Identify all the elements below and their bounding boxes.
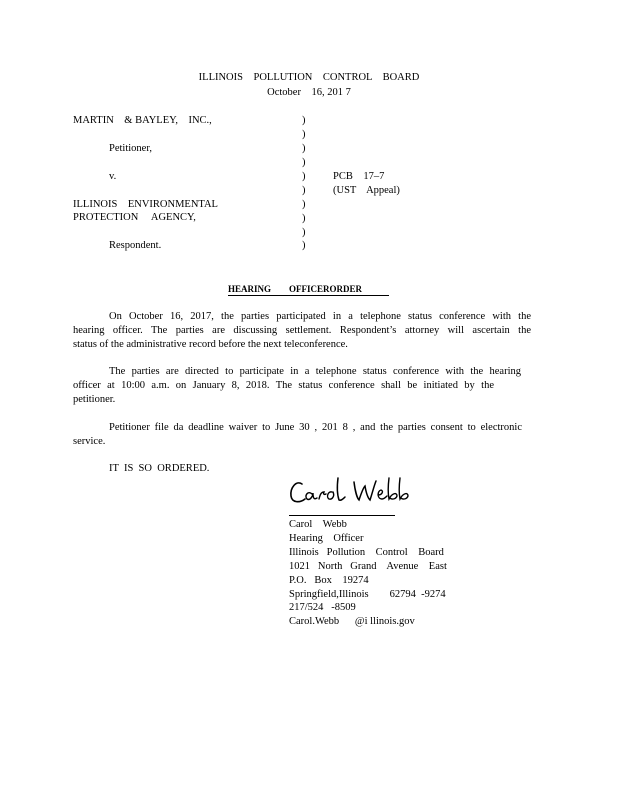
order-title-hearing: HEARING: [228, 284, 272, 294]
order-title-officer-order: OFFICERORDER: [289, 284, 363, 294]
signer-name: Carol Webb: [289, 519, 347, 530]
caption-paren: ): [302, 185, 306, 196]
case-type: (UST Appeal): [333, 185, 400, 196]
case-number: PCB 17–7: [333, 171, 385, 182]
petitioner-name: MARTIN & BAYLEY, INC.,: [73, 115, 212, 126]
agency-heading: ILLINOIS POLLUTION CONTROL BOARD: [198, 72, 420, 83]
paragraph-2-line: petitioner.: [73, 394, 116, 405]
paragraph-1-line: status of the administrative record before the next teleconference.: [73, 339, 348, 350]
respondent-name-line1: ILLINOIS ENVIRONMENTAL: [73, 199, 218, 210]
paragraph-1-line: On October 16, 2017, the parties participated in a telephone status conference with the: [109, 311, 531, 322]
caption-paren: ): [302, 227, 306, 238]
caption-paren: ): [302, 115, 306, 126]
signer-street-address: 1021 North Grand Avenue East: [289, 561, 447, 572]
signer-po-box: P.O. Box 19274: [289, 575, 369, 586]
paragraph-3-line: Petitioner file da deadline waiver to June 30 , 201 8 , and the parties consent to electronic: [109, 422, 522, 433]
caption-paren: ): [302, 171, 306, 182]
caption-paren: ): [302, 129, 306, 140]
caption-paren: ): [302, 213, 306, 224]
paragraph-1-line: hearing officer. The parties are discussing settlement. Respondent’s attorney will ascertain the: [73, 325, 531, 336]
signature-line: [289, 515, 395, 516]
signer-organization: Illinois Pollution Control Board: [289, 547, 444, 558]
paragraph-2-line: officer at 10:00 a.m. on January 8, 2018. The status conference shall be initiated by the: [73, 380, 494, 391]
paragraph-3-line: service.: [73, 436, 106, 447]
caption-paren: ): [302, 240, 306, 251]
signer-email: Carol.Webb @i llinois.gov: [289, 616, 415, 627]
order-title-underline: [228, 295, 389, 296]
handwritten-signature: [288, 472, 418, 512]
signer-phone: 217/524 -8509: [289, 602, 356, 613]
order-date: October 16, 201 7: [267, 87, 351, 98]
caption-paren: ): [302, 199, 306, 210]
signature-image: [288, 472, 418, 512]
closing-statement: IT IS SO ORDERED.: [109, 463, 210, 474]
signer-title: Hearing Officer: [289, 533, 364, 544]
respondent-role: Respondent.: [109, 240, 162, 251]
signer-city-state-zip: Springfield,Illinois 62794 -9274: [289, 589, 446, 600]
caption-paren: ): [302, 143, 306, 154]
petitioner-role: Petitioner,: [109, 143, 153, 154]
caption-paren: ): [302, 157, 306, 168]
versus-label: v.: [109, 171, 117, 182]
paragraph-2-line: The parties are directed to participate in a telephone status conference with the hearing: [109, 366, 521, 377]
respondent-name-line2: PROTECTION AGENCY,: [73, 212, 196, 223]
